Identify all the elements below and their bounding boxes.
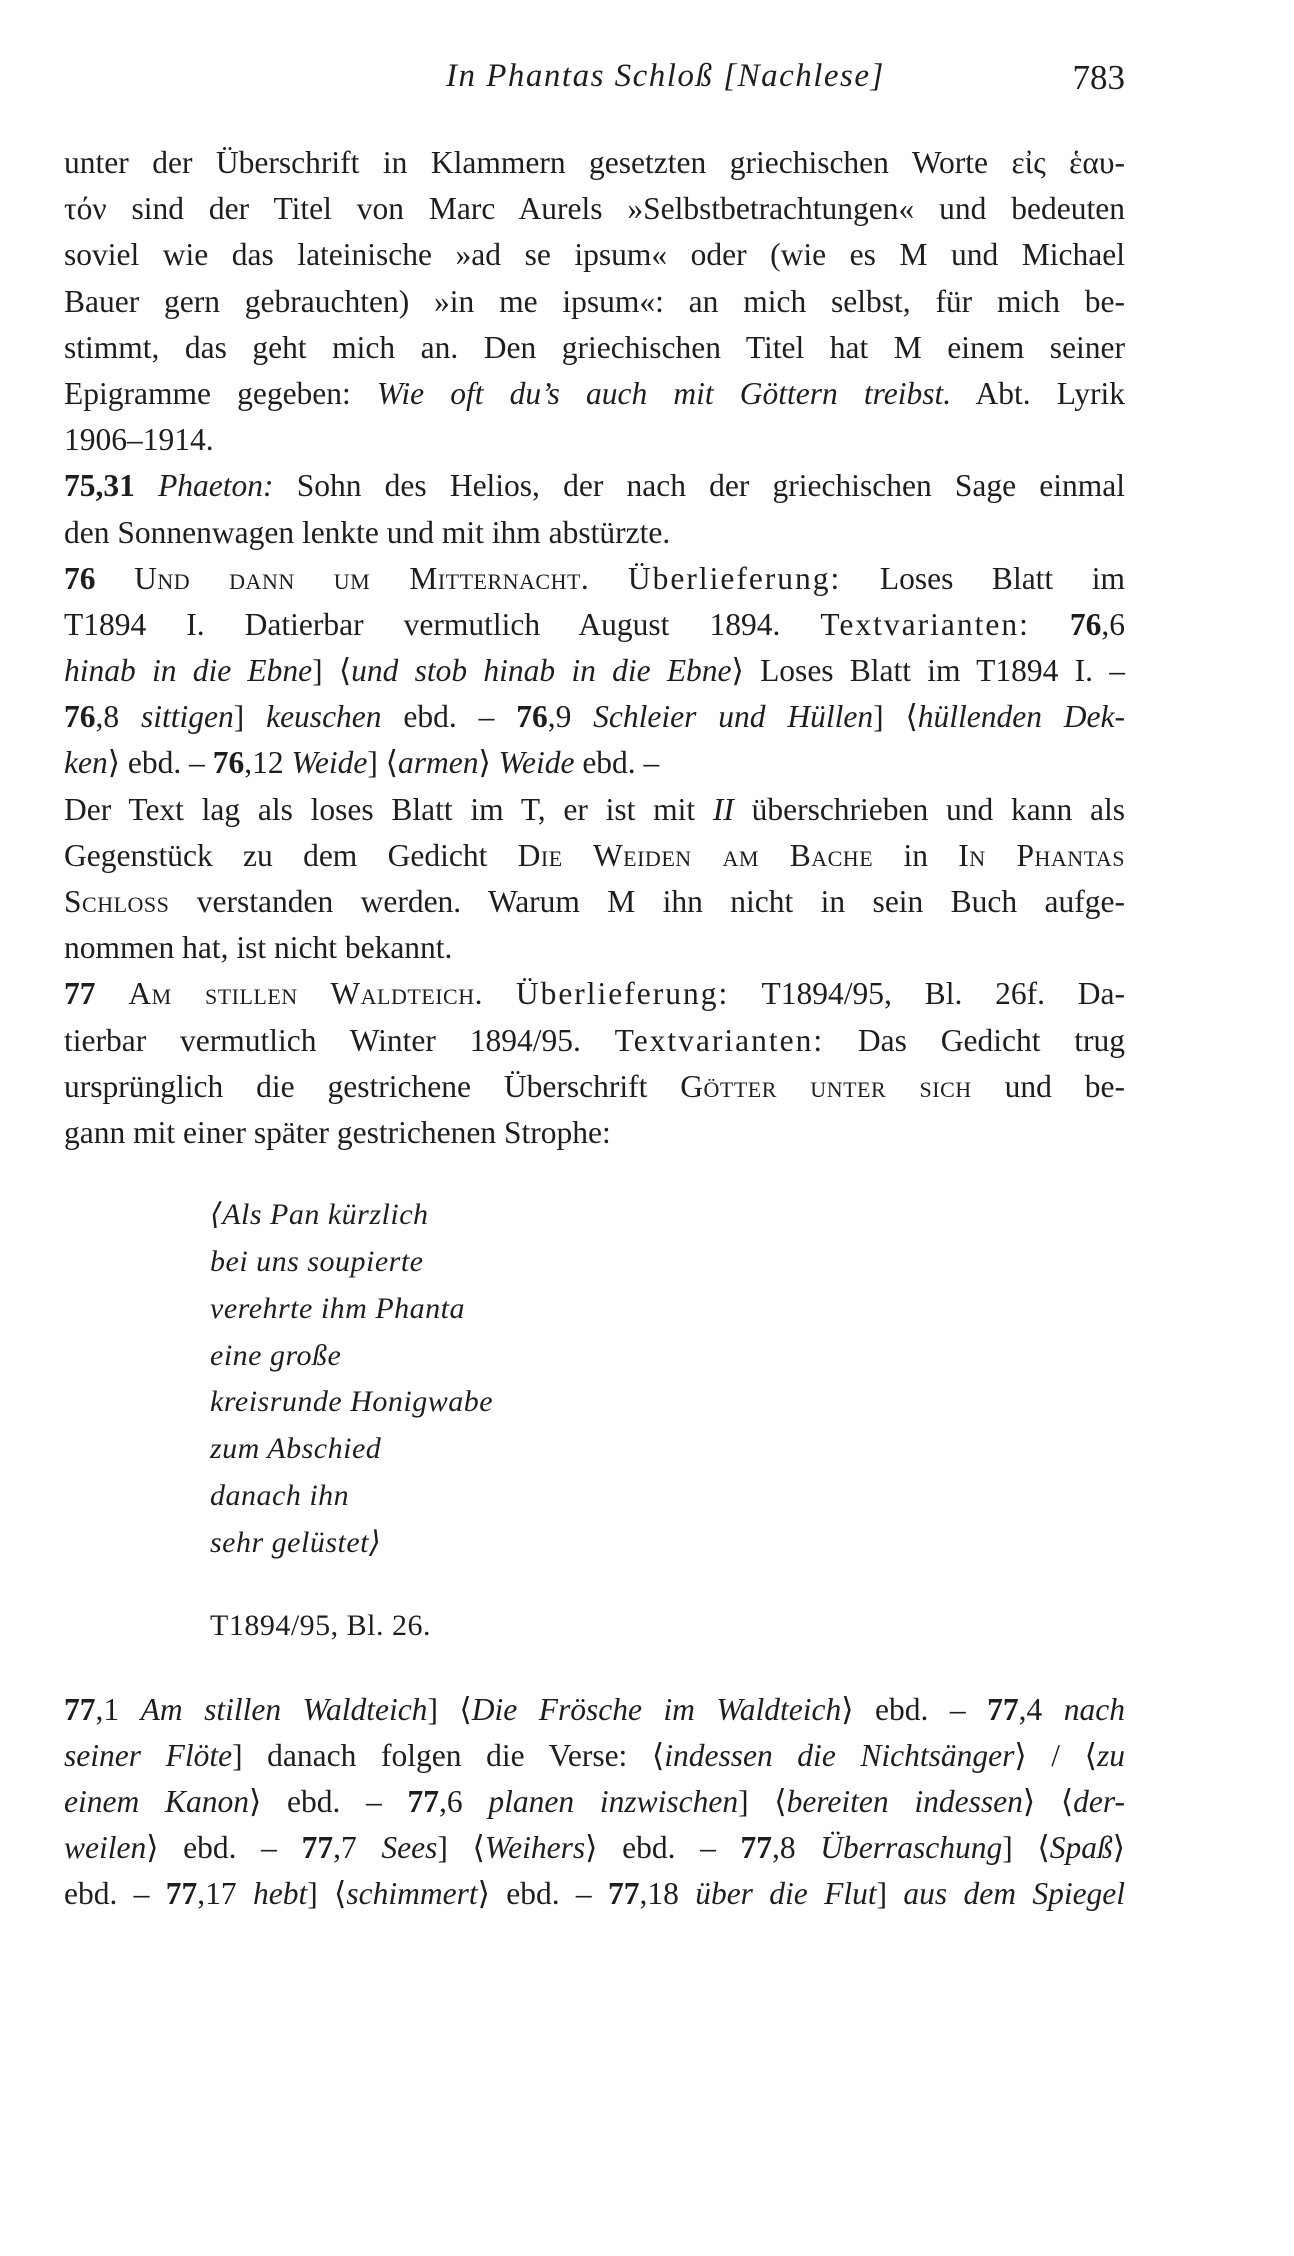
text: ursprünglich die gestrichene Überschrift — [64, 1068, 681, 1104]
text: überschrieben und kann als — [733, 791, 1125, 827]
variant: und stob hinab in die Ebne — [351, 653, 732, 689]
commentary-body — [64, 140, 1125, 1918]
text: ] — [876, 1876, 904, 1912]
text-line — [64, 1871, 1125, 1917]
lemma: Weide — [283, 745, 368, 781]
text-line — [64, 833, 1125, 879]
epigram-title: Wie oft du’s auch mit Göttern treibst. — [376, 375, 952, 411]
page-header — [64, 58, 1125, 108]
lemma: Sees — [381, 1830, 438, 1866]
variant: hüllenden Dek- — [917, 699, 1126, 735]
poem-number: 77 — [64, 976, 96, 1012]
text: ] danach folgen die Verse: ⟨ — [232, 1737, 665, 1773]
text: ,17 — [197, 1876, 253, 1912]
text: ebd. – — [381, 699, 517, 735]
text: T1894 I. Datierbar vermutlich August 1894. — [64, 606, 821, 642]
text: ⟩ ebd. – — [107, 745, 213, 781]
text: Der Text lag als loses Blatt im T, er ist mit — [64, 791, 713, 827]
section-label: Überlieferung: — [515, 976, 730, 1012]
text: ⟩ Loses Blatt im T1894 I. – — [731, 653, 1125, 689]
text: ebd. – — [574, 745, 660, 781]
text: ] ⟨ — [312, 653, 352, 689]
poem-line: ⟨Als Pan kürzlich — [210, 1198, 429, 1232]
lemma: nach — [1063, 1691, 1125, 1727]
text: ⟩ ebd. – — [585, 1830, 741, 1866]
text: ⟩ ebd. – — [477, 1876, 608, 1912]
text: verstanden werden. Warum M ihn nicht in sein Buch aufge- — [169, 884, 1125, 919]
text: T1894/95, Bl. 26f. Da- — [729, 976, 1126, 1012]
lemma: einem Kanon — [64, 1784, 249, 1820]
text: ,6 — [439, 1784, 489, 1820]
page-number: 783 — [1072, 58, 1125, 97]
text: Gegenstück zu dem Gedicht — [64, 837, 518, 873]
text-line — [64, 1018, 1125, 1064]
stanza-source: T1894/95, Bl. 26. — [210, 1608, 432, 1642]
note-75-31 — [64, 463, 1125, 509]
text: ,18 — [639, 1876, 696, 1912]
text-line — [64, 1779, 1125, 1825]
text: ,1 — [95, 1691, 141, 1727]
text-line: τόν sind der Titel von Marc Aurels »Selbstbetrachtungen« und bedeuten — [64, 191, 1125, 227]
lemma: Die Frösche im Waldteich — [471, 1691, 842, 1727]
text-line — [64, 1825, 1125, 1871]
text: Abt. Lyrik — [951, 375, 1125, 411]
text-line — [64, 740, 1125, 786]
variant: keuschen — [266, 699, 382, 735]
poem-number: 76 — [64, 560, 96, 596]
line-ref: 76 — [64, 699, 96, 735]
text: in — [873, 837, 959, 873]
text: ⟩ — [478, 745, 499, 781]
book-title-ref: Schloss — [64, 884, 170, 919]
variant: armen — [397, 745, 479, 781]
text: ⟩ ebd. – — [248, 1784, 408, 1820]
lemma: Spaß — [1049, 1830, 1113, 1866]
text-line — [64, 1064, 1125, 1110]
lemma: Am stillen Waldteich — [140, 1691, 428, 1727]
text: Sohn des Helios, der nach der griechischen Sage einmal — [273, 468, 1126, 504]
text: ] ⟨ — [437, 1830, 485, 1866]
text: ,8 — [772, 1830, 821, 1866]
poem-line: kreisrunde Honigwabe — [210, 1385, 494, 1419]
note-77-heading — [64, 971, 1125, 1017]
section-label: Überlieferung: — [627, 560, 842, 596]
lemma: Schleier und Hüllen — [571, 699, 874, 735]
text-line — [64, 1733, 1125, 1779]
lemma: schimmert — [346, 1876, 478, 1912]
poem-line: sehr gelüstet⟩ — [210, 1525, 382, 1559]
text-line — [64, 648, 1125, 694]
text: ,7 — [333, 1830, 382, 1866]
poem-line: verehrte ihm Phanta — [210, 1291, 465, 1325]
line-ref: 77 — [740, 1830, 772, 1866]
line-ref: 77 — [987, 1691, 1019, 1727]
struck-stanza — [210, 1192, 1125, 1566]
text: ⟩ ebd. – — [146, 1830, 302, 1866]
text-line — [64, 371, 1125, 417]
text-line: unter der Überschrift in Klammern gesetzten griechischen Worte εἰς ἑαυ- — [64, 145, 1125, 180]
line-ref: 77 — [407, 1784, 440, 1820]
lemma: zu — [1096, 1737, 1125, 1773]
lemma: weilen — [64, 1830, 147, 1866]
text-line: stimmt, das geht mich an. Den griechischen Titel hat M einem seiner — [64, 329, 1125, 365]
poem-title: Und dann um Mitternacht. — [134, 560, 590, 596]
text-line — [64, 1687, 1125, 1733]
lemma: indessen die Nichtsänger — [664, 1737, 1015, 1773]
lemma: Phaeton: — [158, 468, 274, 504]
text: Loses Blatt im — [841, 560, 1126, 596]
text-line — [64, 879, 1125, 925]
text: und be- — [971, 1068, 1125, 1104]
running-title: In Phantas Schloß [Nachlese] — [446, 58, 885, 94]
poem-title-ref: Die Weiden am Bache — [517, 837, 874, 873]
text-line: gann mit einer später gestrichenen Strophe: — [64, 1114, 611, 1150]
lemma: Überraschung — [820, 1830, 1003, 1866]
variant: Weide — [498, 745, 575, 781]
book-title-ref: In Phantas — [958, 837, 1125, 873]
variant: ken — [64, 745, 108, 781]
poem-title-ref: Götter unter sich — [680, 1068, 972, 1104]
text: ebd. – — [64, 1876, 166, 1912]
text: ] ⟨ — [367, 745, 398, 781]
line-ref: 77 — [301, 1830, 334, 1866]
text: ] ⟨ — [738, 1784, 787, 1820]
text-line: den Sonnenwagen lenkte und mit ihm abstürzte. — [64, 514, 671, 550]
text: ,12 — [244, 745, 284, 781]
lemma: aus dem Spiegel — [903, 1876, 1126, 1912]
text: Das Gedicht trug — [824, 1022, 1125, 1058]
text: ,4 — [1018, 1691, 1064, 1727]
variants-77 — [64, 1687, 1125, 1918]
lemma: der- — [1073, 1784, 1125, 1820]
text: ] ⟨ — [307, 1876, 347, 1912]
text: ,6 — [1101, 606, 1126, 642]
poem-line: zum Abschied — [210, 1432, 382, 1466]
text-line: Bauer gern gebrauchten) »in me ipsum«: an mich selbst, für mich be- — [64, 283, 1125, 319]
lemma: bereiten indessen — [786, 1784, 1023, 1820]
text: ] ⟨ — [427, 1691, 472, 1727]
text-line: soviel wie das lateinische »ad se ipsum« oder (wie es M und Michael — [64, 237, 1125, 273]
note-76-heading — [64, 556, 1125, 602]
line-ref: 76 — [1069, 606, 1102, 642]
section-label: Textvarianten: — [614, 1022, 825, 1058]
poem-line: eine große — [210, 1338, 342, 1372]
text: ,8 — [95, 699, 120, 735]
line-ref: 77 — [165, 1876, 198, 1912]
lemma: planen inzwischen — [488, 1784, 739, 1820]
roman-numeral: II — [712, 791, 734, 827]
text: ⟩ / ⟨ — [1014, 1737, 1097, 1773]
text: ⟩ ⟨ — [1022, 1784, 1074, 1820]
poem-line: danach ihn — [210, 1478, 350, 1512]
text: tierbar vermutlich Winter 1894/95. — [64, 1022, 615, 1058]
lemma: über die Flut — [695, 1876, 877, 1912]
lemma: hebt — [253, 1876, 308, 1912]
poem-line: bei uns soupierte — [210, 1244, 424, 1278]
text-line: nommen hat, ist nicht bekannt. — [64, 930, 453, 966]
section-label: Textvarianten: — [820, 606, 1030, 642]
line-ref: 76 — [212, 745, 245, 781]
text: ] ⟨ — [873, 699, 918, 735]
text-line — [64, 602, 1125, 648]
text-line: 1906–1914. — [64, 422, 214, 458]
poem-title: Am stillen Waldteich. — [128, 976, 483, 1012]
text: ,9 — [547, 699, 572, 735]
line-ref: 77 — [64, 1691, 96, 1727]
lemma: seiner Flöte — [64, 1737, 233, 1773]
text-line — [64, 694, 1125, 740]
lemma: hinab in die Ebne — [64, 653, 313, 689]
lemma: Weihers — [484, 1830, 586, 1866]
text: ⟩ ebd. – — [841, 1691, 988, 1727]
text-line — [64, 787, 1125, 833]
text: Epigramme gegeben: — [64, 375, 377, 411]
text: ] — [233, 699, 267, 735]
line-ref: 77 — [607, 1876, 640, 1912]
text: ] ⟨ — [1002, 1830, 1050, 1866]
lemma: sittigen — [119, 699, 234, 735]
text: ⟩ — [1112, 1830, 1126, 1866]
line-ref: 76 — [516, 699, 548, 735]
line-ref: 75,31 — [64, 468, 135, 504]
